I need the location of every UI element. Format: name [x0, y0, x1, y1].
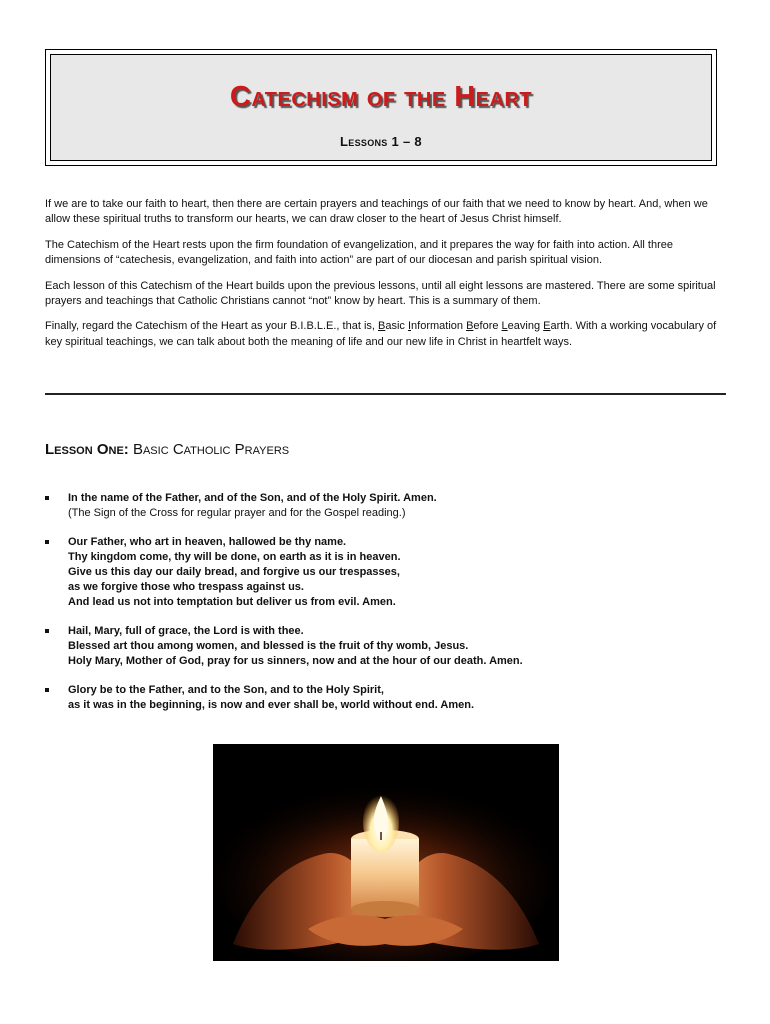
bullet-icon [45, 540, 49, 544]
candle-image-svg [213, 744, 559, 961]
bullet-icon [45, 629, 49, 633]
prayer-line: Our Father, who art in heaven, hallowed be thy name. [68, 536, 347, 548]
p4-letter-b2: B [466, 320, 474, 333]
prayer-list [45, 491, 725, 727]
prayer-line: In the name of the Father, and of the Son, and of the Holy Spirit. Amen. [68, 492, 437, 504]
lesson-one-title: Basic Catholic Prayers [132, 441, 290, 458]
p4-letter-e: E [543, 320, 551, 333]
intro-paragraph-4 [45, 319, 727, 350]
p4-letter-b: B [378, 320, 386, 333]
page-subtitle: Lessons 1 – 8 [340, 134, 422, 149]
p4-basic: asic [385, 320, 408, 333]
candle-in-hands-photo [213, 744, 559, 961]
intro-paragraph-2: The Catechism of the Heart rests upon the firm foundation of evangelization, and it prepares the way for faith into action. All three dimensions of “catechesis, evangelization, and faith into action” are part of our diocesan and parish spiritual vision. [45, 238, 673, 267]
p4-leaving: eaving [507, 320, 544, 333]
p4-before: Finally, regard the Catechism of the Heart as your B.I.B.L.E., that is, [45, 320, 378, 333]
bullet-icon [45, 688, 49, 692]
prayer-line: Thy kingdom come, thy will be done, on earth as it is in heaven. [68, 551, 401, 563]
prayer-line: Holy Mary, Mother of God, pray for us sinners, now and at the hour of our death. Amen. [68, 655, 523, 667]
p4-after: arth. With a working vocabulary of key spiritual teachings, we can talk about both the meaning of life and our new life in Christ in heartfelt ways. [45, 320, 717, 348]
prayer-line: as we forgive those who trespass against us. [68, 581, 304, 593]
lesson-one-label: Lesson One: [45, 441, 129, 458]
p4-before-word: efore [473, 320, 502, 333]
prayer-line: Give us this day our daily bread, and forgive us our trespasses, [68, 566, 400, 578]
prayer-line: as it was in the beginning, is now and ever shall be, world without end. Amen. [68, 699, 475, 711]
page-title: Catechism of the Heart [229, 81, 533, 113]
prayer-glory-be [45, 683, 725, 713]
prayer-line: And lead us not into temptation but deliver us from evil. Amen. [68, 596, 396, 608]
prayer-line: Hail, Mary, full of grace, the Lord is with thee. [68, 625, 304, 637]
intro-paragraph-3: Each lesson of this Catechism of the Heart builds upon the previous lessons, until all eight lessons are mastered. There are some spiritual prayers and teachings that Catholic Christians cannot “not” know by heart. This is a summary of them. [45, 279, 716, 308]
prayer-sign-of-cross [45, 491, 725, 521]
p4-letter-i: I [407, 320, 412, 333]
intro-section [45, 197, 727, 360]
section-divider [45, 393, 726, 395]
bullet-icon [45, 496, 49, 500]
prayer-line: Blessed art thou among women, and blessed is the fruit of thy womb, Jesus. [68, 640, 469, 652]
prayer-note: (The Sign of the Cross for regular prayer and for the Gospel reading.) [68, 507, 406, 519]
lesson-one-heading [45, 441, 289, 458]
p4-information: nformation [411, 320, 467, 333]
intro-paragraph-1: If we are to take our faith to heart, then there are certain prayers and teachings of our faith that we need to know by heart. And, when we allow these spiritual truths to transform our hearts, we can draw closer to the heart of Jesus Christ himself. [45, 198, 708, 226]
title-box [45, 49, 717, 166]
prayer-our-father [45, 535, 725, 610]
prayer-hail-mary [45, 624, 725, 669]
title-box-inner [50, 54, 712, 161]
p4-letter-l: L [501, 320, 508, 333]
prayer-line: Glory be to the Father, and to the Son, and to the Holy Spirit, [68, 684, 384, 696]
